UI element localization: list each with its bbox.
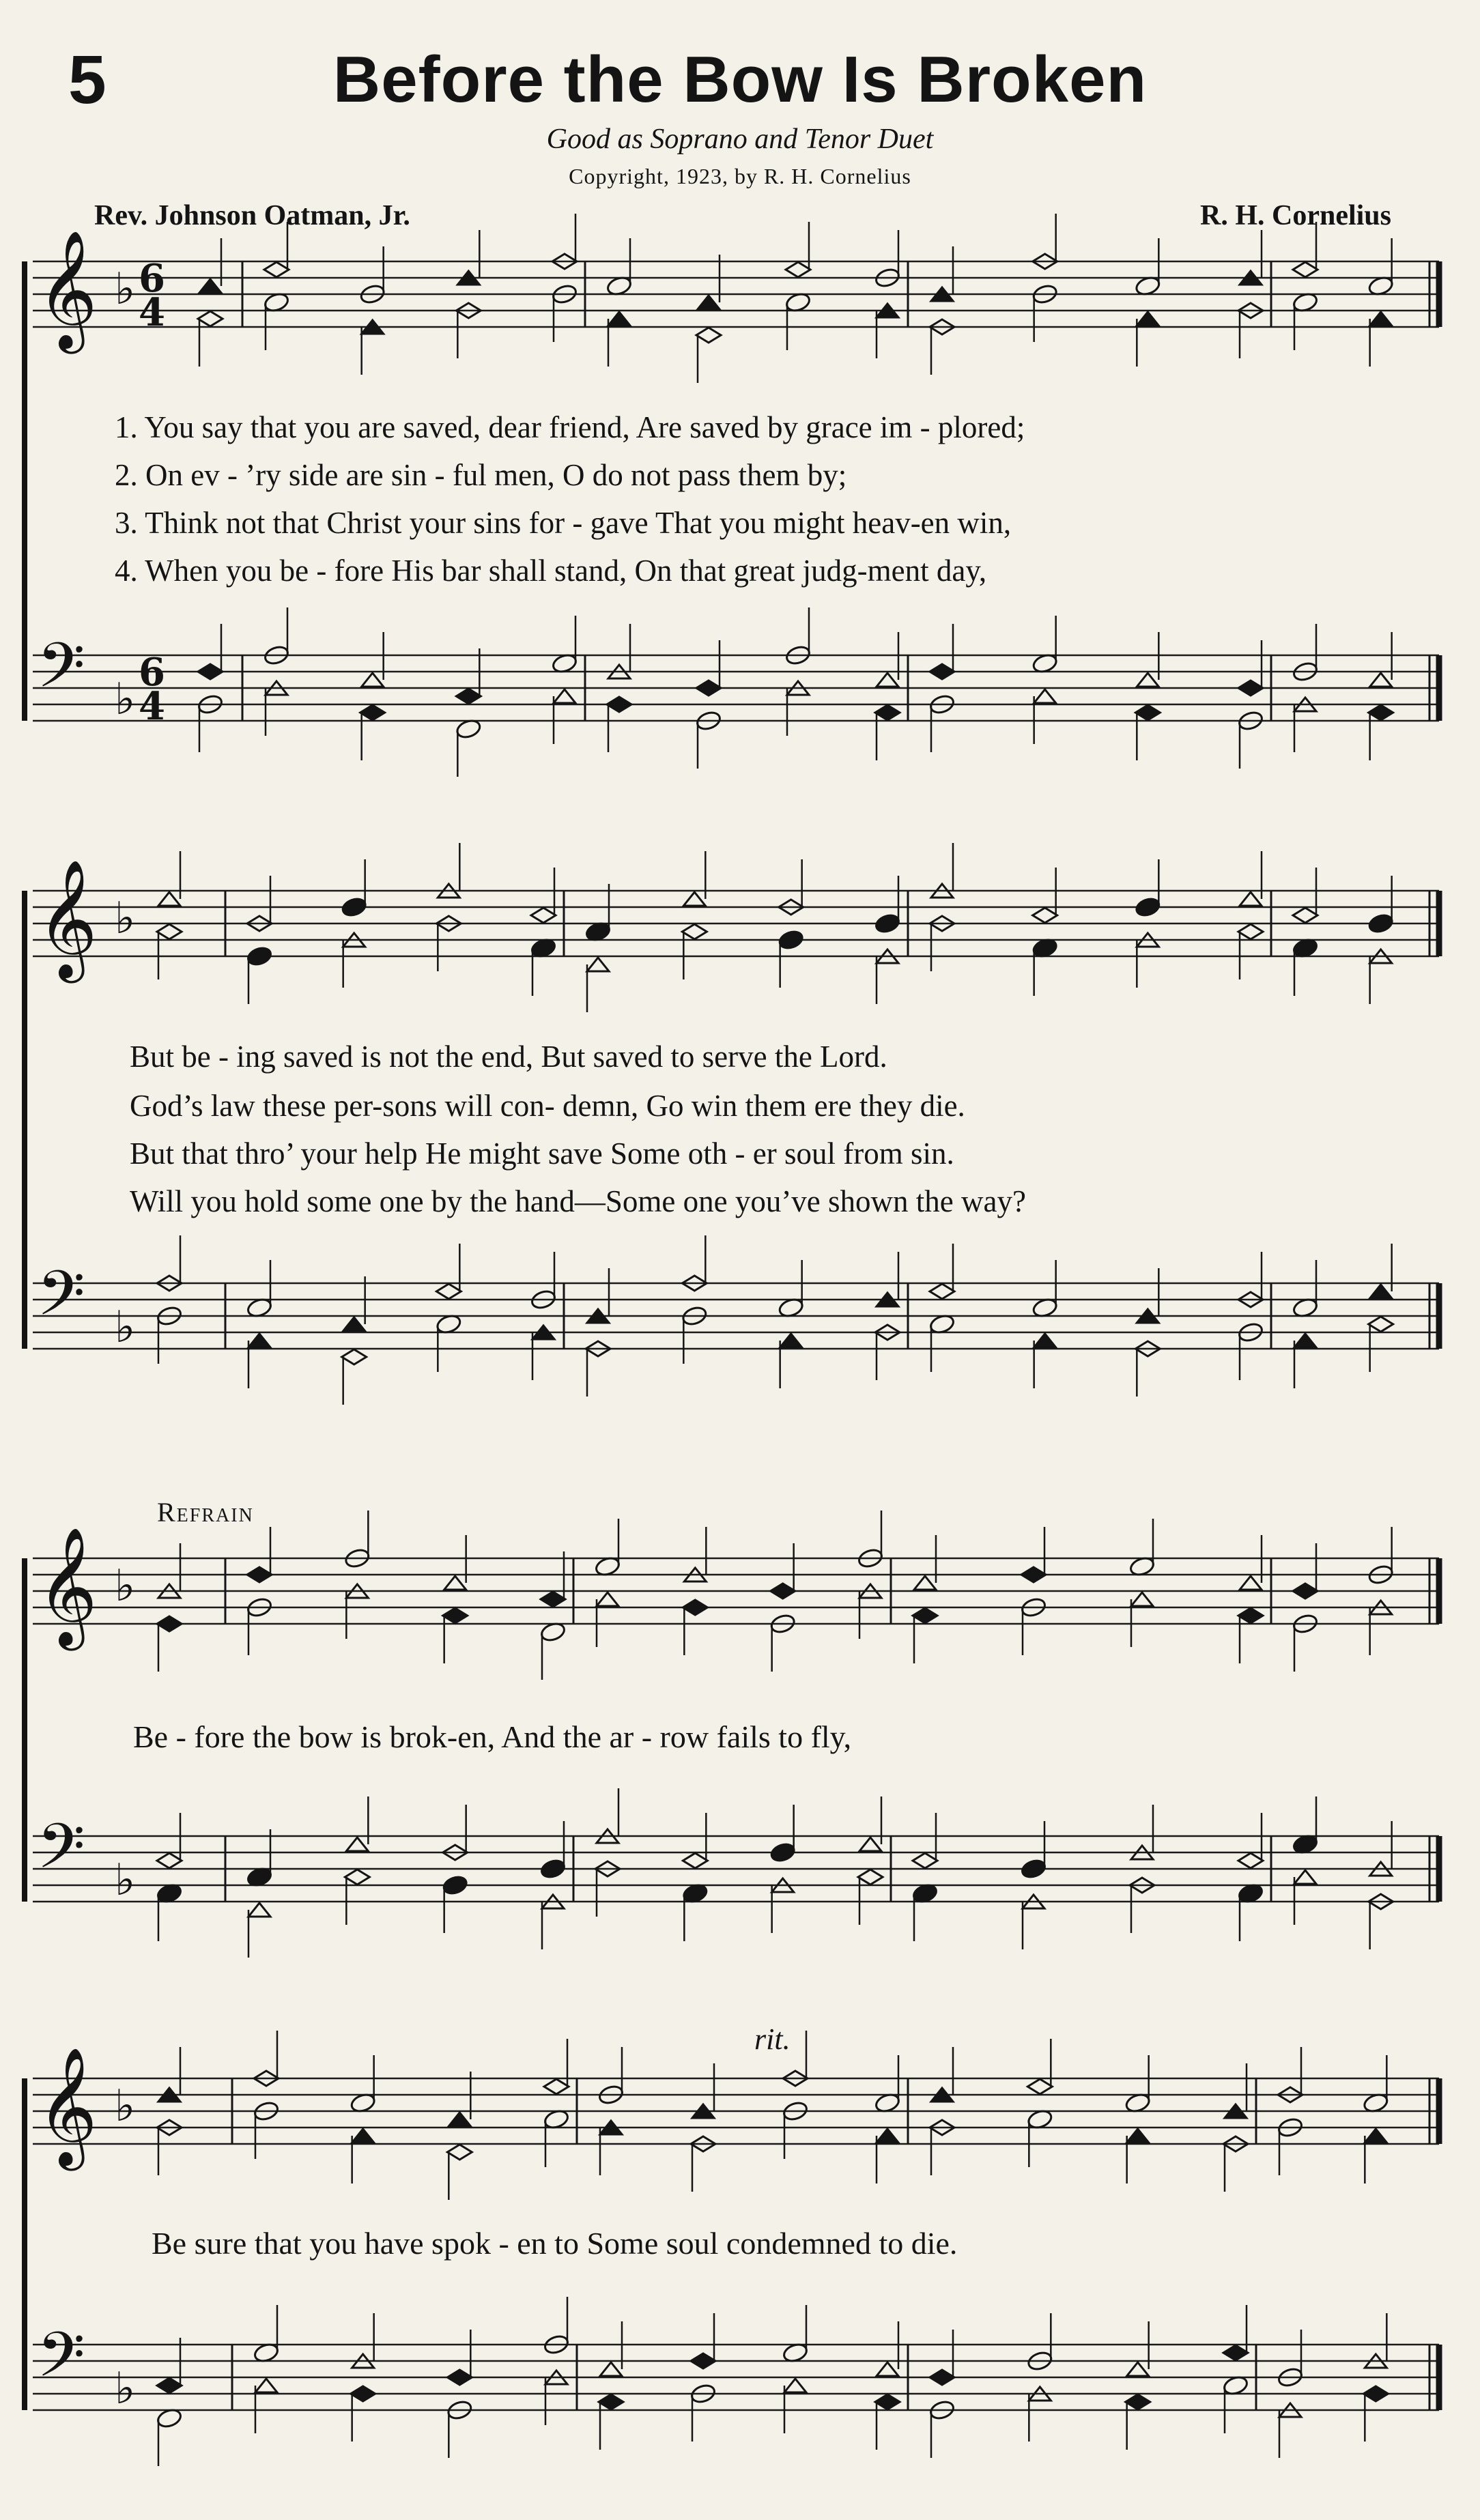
note-head-diamond	[157, 924, 182, 939]
note-head-diamond	[1369, 705, 1393, 720]
note-head-triangle	[1240, 1576, 1262, 1590]
note-head-oval	[1367, 913, 1394, 934]
key-signature-flat: ♭	[115, 1855, 136, 1906]
treble-clef: 𝄞	[37, 859, 98, 978]
note-head-diamond	[198, 311, 223, 326]
verse-3-line-a: 3. Think not that Christ your sins for - gave That you might heav-en win,	[115, 506, 1012, 540]
note-head-triangle	[1240, 892, 1262, 906]
refrain-line-1: Be - fore the bow is brok-en, And the ar - row fails to fly,	[133, 1719, 852, 1754]
note-head-diamond	[157, 1616, 182, 1631]
hymn-title: Before the Bow Is Broken	[332, 43, 1148, 116]
note-head-triangle	[877, 2129, 898, 2143]
note-head-triangle	[248, 1334, 270, 1347]
note-head-diamond	[1369, 1317, 1393, 1332]
bass-clef: 𝄢	[37, 1257, 85, 1345]
key-signature-flat: ♭	[115, 1302, 136, 1353]
note-head-triangle	[1137, 312, 1158, 326]
time-signature-top: 6	[139, 256, 165, 301]
note-head-oval	[341, 896, 367, 918]
hymn-subtitle: Good as Soprano and Tenor Duet	[546, 124, 934, 155]
bass-clef: 𝄢	[37, 629, 85, 717]
note-head-diamond	[1126, 2394, 1150, 2409]
note-head-diamond	[456, 689, 481, 704]
note-head-diamond	[436, 1284, 461, 1299]
verse-1-line-b: But be - ing saved is not the end, But saved to serve the Lord.	[130, 1040, 887, 1074]
note-head-diamond	[1238, 1608, 1263, 1623]
note-head-diamond	[858, 1870, 883, 1885]
note-head-triangle	[346, 1837, 368, 1851]
note-head-diamond	[157, 1853, 182, 1868]
note-head-diamond	[599, 2394, 623, 2409]
note-head-triangle	[780, 1334, 802, 1347]
note-head-oval	[442, 1874, 468, 1896]
note-head-diamond	[913, 1853, 937, 1868]
note-head-diamond	[1027, 2079, 1052, 2094]
note-head-triangle	[600, 2362, 622, 2376]
note-head-diamond	[771, 1584, 795, 1599]
time-signature-bottom: 4	[139, 684, 165, 729]
note-head-diamond	[264, 262, 289, 277]
note-head-triangle	[683, 892, 705, 906]
note-head-diamond	[351, 2386, 375, 2401]
note-head-oval	[874, 913, 900, 934]
note-head-diamond	[1238, 924, 1263, 939]
note-head-triangle	[597, 1592, 618, 1606]
note-head-triangle	[1294, 1334, 1316, 1347]
note-head-diamond	[930, 664, 954, 679]
note-head-triangle	[352, 2129, 374, 2143]
note-head-triangle	[698, 296, 720, 309]
note-head-oval	[769, 1842, 796, 1863]
note-head-triangle	[1370, 1285, 1392, 1298]
note-head-triangle	[554, 689, 575, 703]
key-signature-flat: ♭	[115, 2081, 136, 2132]
note-head-triangle	[255, 2379, 277, 2392]
key-signature-flat: ♭	[115, 2364, 136, 2414]
note-head-triangle	[362, 673, 384, 687]
note-head-triangle	[1034, 689, 1056, 703]
note-head-diamond	[1293, 262, 1318, 277]
key-signature-flat: ♭	[115, 264, 136, 315]
note-head-oval	[1020, 1858, 1047, 1880]
note-head-triangle	[1034, 1334, 1056, 1347]
note-head-diamond	[447, 2145, 472, 2160]
note-head-diamond	[682, 924, 707, 939]
refrain-line-2: Be sure that you have spok - en to Some soul condemned to die.	[152, 2226, 958, 2261]
note-head-diamond	[1021, 1567, 1046, 1582]
note-head-diamond	[447, 2370, 472, 2385]
note-head-diamond	[913, 1608, 937, 1623]
note-head-triangle	[914, 1576, 936, 1590]
note-head-triangle	[1365, 2129, 1386, 2143]
note-head-diamond	[683, 1600, 707, 1615]
note-head-triangle	[877, 2362, 898, 2376]
verse-4-line-b: Will you hold some one by the hand—Some one you’ve shown the way?	[130, 1184, 1026, 1218]
note-head-diamond	[930, 2370, 954, 2385]
note-head-diamond	[342, 1349, 367, 1364]
composer-credit: R. H. Cornelius	[1199, 200, 1391, 231]
note-head-diamond	[345, 1870, 369, 1885]
note-head-diamond	[786, 262, 810, 277]
note-head-oval	[778, 929, 804, 951]
note-head-triangle	[587, 958, 609, 971]
note-head-triangle	[1370, 312, 1392, 326]
note-head-diamond	[360, 705, 385, 720]
time-signature-bottom: 4	[139, 290, 165, 335]
note-head-diamond	[691, 2353, 715, 2368]
note-head-diamond	[607, 697, 631, 712]
key-signature-flat: ♭	[115, 674, 136, 725]
verse-4-line-a: 4. When you be - fore His bar shall stand, On that great judg-ment day,	[115, 554, 987, 588]
verse-1-line-a: 1. You say that you are saved, dear friend, Are saved by grace im - plored;	[115, 410, 1025, 444]
note-head-triangle	[199, 279, 221, 293]
lyricist-credit: Rev. Johnson Oatman, Jr.	[94, 200, 410, 231]
note-head-diamond	[930, 1284, 954, 1299]
note-head-triangle	[1370, 673, 1392, 687]
note-head-diamond	[696, 681, 721, 696]
ritardando-marking: rit.	[754, 2022, 791, 2056]
note-head-triangle	[449, 2113, 470, 2126]
verse-3-line-b: But that thro’ your help He might save Some oth - er soul from sin.	[130, 1136, 954, 1171]
note-head-triangle	[158, 892, 180, 906]
treble-clef: 𝄞	[37, 230, 98, 349]
note-head-triangle	[1137, 673, 1158, 687]
note-head-triangle	[444, 1576, 466, 1590]
hymn-number: 5	[68, 42, 106, 118]
note-head-oval	[539, 1858, 566, 1880]
note-head-triangle	[1294, 1870, 1316, 1884]
bass-clef: 𝄢	[37, 2319, 85, 2406]
refrain-label: Refrain	[157, 1497, 254, 1528]
treble-clef: 𝄞	[37, 1527, 98, 1646]
note-head-diamond	[696, 328, 721, 343]
note-head-diamond	[198, 664, 223, 679]
note-head-diamond	[1363, 2386, 1388, 2401]
time-signature-top: 6	[139, 650, 165, 695]
note-head-triangle	[877, 673, 898, 687]
note-head-triangle	[343, 1317, 365, 1331]
note-head-diamond	[541, 1592, 565, 1607]
note-head-diamond	[1293, 1584, 1318, 1599]
note-head-diamond	[1135, 705, 1160, 720]
note-head-diamond	[1033, 908, 1057, 923]
note-head-triangle	[1127, 2362, 1149, 2376]
verse-2-line-a: 2. On ev - ’ry side are sin - ful men, O do not pass them by;	[115, 458, 847, 492]
note-head-diamond	[1238, 681, 1263, 696]
note-head-diamond	[875, 2394, 900, 2409]
note-head-diamond	[247, 1567, 272, 1582]
note-head-triangle	[859, 1837, 881, 1851]
note-head-oval	[1135, 896, 1161, 918]
note-head-diamond	[683, 1853, 707, 1868]
note-head-diamond	[531, 908, 556, 923]
note-head-diamond	[1223, 2345, 1248, 2360]
key-signature-flat: ♭	[115, 1561, 136, 1612]
treble-clef: 𝄞	[37, 2047, 98, 2166]
key-signature-flat: ♭	[115, 893, 136, 944]
note-head-triangle	[784, 2379, 806, 2392]
note-head-diamond	[1293, 908, 1318, 923]
note-head-diamond	[875, 705, 900, 720]
bass-clef: 𝄢	[37, 1810, 85, 1898]
note-head-diamond	[157, 2378, 182, 2393]
note-head-diamond	[1238, 1853, 1263, 1868]
note-head-triangle	[248, 1903, 270, 1917]
note-head-diamond	[544, 2079, 569, 2094]
note-head-triangle	[608, 312, 630, 326]
note-head-diamond	[443, 1608, 468, 1623]
note-head-oval	[246, 945, 272, 967]
note-head-triangle	[1127, 2129, 1149, 2143]
copyright-notice: Copyright, 1923, by R. H. Cornelius	[569, 164, 911, 188]
note-head-triangle	[1131, 1592, 1153, 1606]
verse-2-line-b: God’s law these per-sons will con- demn, Go win them ere they die.	[130, 1089, 965, 1123]
